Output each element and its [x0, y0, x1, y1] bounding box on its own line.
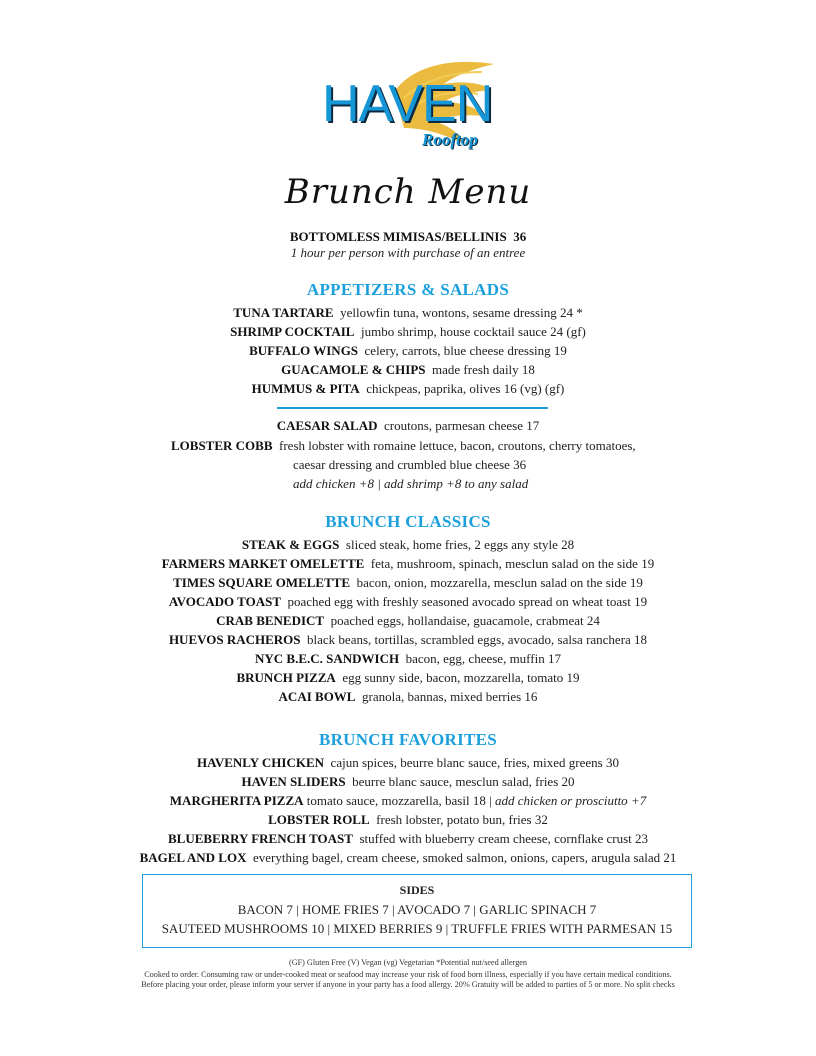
item-desc: beurre blanc sauce, mesclun salad, fries 20 — [352, 774, 575, 789]
item-desc: croutons, parmesan cheese 17 — [384, 418, 540, 433]
menu-item — [0, 668, 816, 687]
menu-item — [0, 360, 816, 379]
item-name: FARMERS MARKET OMELETTE — [161, 556, 365, 571]
haven-rooftop-logo — [318, 58, 498, 154]
item-name: ACAI BOWL — [278, 689, 356, 704]
menu-item — [0, 303, 816, 322]
item-name: LOBSTER ROLL — [268, 812, 370, 827]
disclaimer-line: Cooked to order. Consuming raw or under-cooked meat or seafood may increase your risk of food born illness, especially if you have certain medical conditions. — [144, 970, 672, 979]
item-addon: add chicken or prosciutto +7 — [494, 793, 647, 808]
item-name: GUACAMOLE & CHIPS — [281, 362, 426, 377]
item-desc: egg sunny side, bacon, mozzarella, tomato 19 — [342, 670, 580, 685]
item-name: MARGHERITA PIZZA — [169, 793, 304, 808]
item-desc: celery, carrots, blue cheese dressing 19 — [364, 343, 567, 358]
section-heading-appetizers: APPETIZERS & SALADS — [306, 280, 510, 299]
item-name: HAVEN SLIDERS — [241, 774, 346, 789]
item-name: HAVENLY CHICKEN — [197, 755, 325, 770]
item-desc: cajun spices, beurre blanc sauce, fries, mixed greens 30 — [330, 755, 619, 770]
item-desc: fresh lobster, potato bun, fries 32 — [376, 812, 548, 827]
menu-item — [0, 592, 816, 611]
item-desc: granola, bannas, mixed berries 16 — [361, 689, 538, 704]
menu-item — [0, 810, 816, 829]
item-name: BAGEL AND LOX — [139, 850, 247, 865]
item-name: BLUEBERRY FRENCH TOAST — [168, 831, 353, 846]
dietary-legend: (GF) Gluten Free (V) Vegan (vg) Vegetarian *Potential nut/seed allergen — [288, 958, 528, 967]
menu-item — [0, 649, 816, 668]
section-divider — [277, 407, 548, 409]
item-name: HUMMUS & PITA — [251, 381, 360, 396]
item-desc: made fresh daily 18 — [432, 362, 535, 377]
menu-item — [0, 379, 816, 398]
menu-item — [0, 322, 816, 341]
item-desc: poached egg with freshly seasoned avocado spread on wheat toast 19 — [287, 594, 648, 609]
item-name: CRAB BENEDICT — [216, 613, 325, 628]
sides-title: SIDES — [399, 883, 435, 897]
menu-item — [0, 341, 816, 360]
promo-note: 1 hour per person with purchase of an entree — [290, 245, 526, 260]
item-desc: bacon, onion, mozzarella, mesclun salad on the side 19 — [356, 575, 643, 590]
menu-item — [0, 535, 816, 554]
salad-addon-note: add chicken +8 | add shrimp +8 to any salad — [293, 476, 529, 491]
promo-name: BOTTOMLESS MIMISAS/BELLINIS — [289, 229, 507, 244]
item-desc: stuffed with blueberry cream cheese, cornflake crust 23 — [359, 831, 648, 846]
item-desc: sliced steak, home fries, 2 eggs any style 28 — [345, 537, 575, 552]
menu-item — [0, 772, 816, 791]
logo-subtitle: Rooftop — [422, 130, 478, 149]
item-desc: jumbo shrimp, house cocktail sauce 24 (gf) — [360, 324, 586, 339]
item-desc: yellowfin tuna, wontons, sesame dressing 24 * — [340, 305, 583, 320]
item-name: AVOCADO TOAST — [168, 594, 282, 609]
promo-price: 36 — [513, 229, 527, 244]
item-name: HUEVOS RACHEROS — [168, 632, 301, 647]
item-name: BRUNCH PIZZA — [236, 670, 336, 685]
item-name: CAESAR SALAD — [276, 418, 378, 433]
item-desc: chickpeas, paprika, olives 16 (vg) (gf) — [366, 381, 565, 396]
menu-item — [171, 436, 636, 455]
item-desc: black beans, tortillas, scrambled eggs, avocado, salsa ranchera 18 — [307, 632, 648, 647]
item-name: NYC B.E.C. SANDWICH — [255, 651, 400, 666]
menu-item — [0, 829, 816, 848]
menu-item — [0, 687, 816, 706]
section-heading-favorites: BRUNCH FAVORITES — [318, 730, 498, 749]
item-desc: feta, mushroom, spinach, mesclun salad on the side 19 — [370, 556, 655, 571]
item-name: TUNA TARTARE — [233, 305, 334, 320]
item-name: LOBSTER COBB — [171, 438, 273, 453]
item-name: BUFFALO WINGS — [249, 343, 359, 358]
menu-item — [0, 554, 816, 573]
sides-box — [142, 874, 692, 948]
item-desc: tomato sauce, mozzarella, basil 18 | — [306, 793, 492, 808]
sides-row: SAUTEED MUSHROOMS 10 | MIXED BERRIES 9 | TRUFFLE FRIES WITH PARMESAN 15 — [161, 921, 673, 936]
disclaimer-line: Before placing your order, please inform your server if anyone in your party has a food allergy. 20% Gratuity will be added to parties of 5 or more. No split checks — [141, 980, 675, 989]
menu-item — [0, 848, 816, 867]
menu-item — [0, 416, 816, 435]
item-desc: poached eggs, hollandaise, guacamole, crabmeat 24 — [330, 613, 600, 628]
menu-item — [0, 791, 816, 810]
item-desc-continued: caesar dressing and crumbled blue cheese 36 — [293, 457, 527, 472]
section-heading-classics: BRUNCH CLASSICS — [325, 512, 491, 531]
sides-row: BACON 7 | HOME FRIES 7 | AVOCADO 7 | GARLIC SPINACH 7 — [237, 902, 597, 917]
item-name: TIMES SQUARE OMELETTE — [173, 575, 351, 590]
menu-item — [0, 611, 816, 630]
logo-wordmark: HAVEN — [322, 75, 493, 133]
menu-item — [0, 573, 816, 592]
menu-item — [0, 630, 816, 649]
item-name: SHRIMP COCKTAIL — [230, 324, 355, 339]
menu-item — [0, 753, 816, 772]
item-name: STEAK & EGGS — [241, 537, 340, 552]
item-desc: bacon, egg, cheese, muffin 17 — [405, 651, 561, 666]
page-title: Brunch Menu — [284, 172, 532, 212]
item-desc: fresh lobster with romaine lettuce, bacon, croutons, cherry tomatoes, — [279, 438, 636, 453]
item-desc: everything bagel, cream cheese, smoked salmon, onions, capers, arugula salad 21 — [252, 850, 677, 865]
